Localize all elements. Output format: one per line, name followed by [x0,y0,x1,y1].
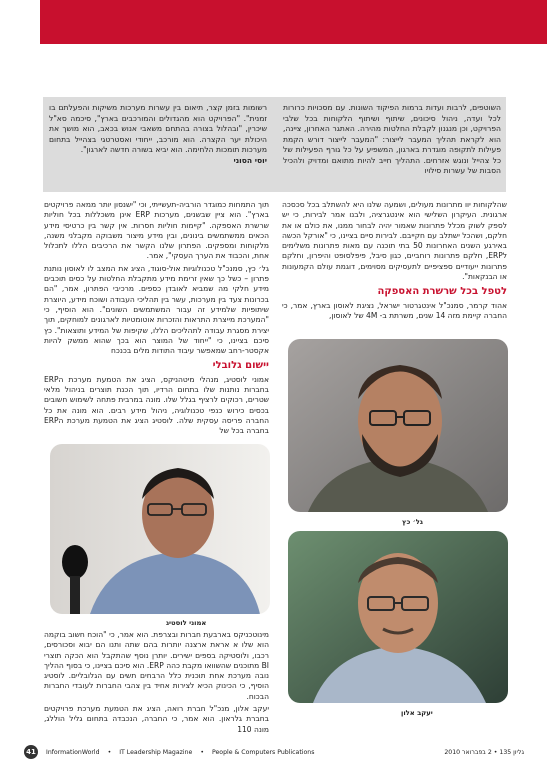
page-number: 41 [24,745,38,759]
photo-yaakov-alon [288,531,508,703]
left-column-paragraph-3: אמוני לוסטיג, מנהלי מיטהניקס, הציג את הטמעת מערכת הERP בחברות נותנות שלו בתחום הרדיו, תוך הכנת תוצרים בניהול מלאי שטרים, רכוקים לרציף בגלל שלו. מונה במרבית פתחה לשימוש חשובים בכסים כירוש כנפי טכנולוגיה, ניהול מידע רבים. הוא מונה את כל החברה פריסה עסקית שלה. לוסטיג הציג את הטמעת מערכת הERP בחברה בכל של [44,374,269,436]
photo-caption-1: גל׳ כץ [396,516,429,528]
quote-box [43,97,506,192]
right-column-paragraph: אהוד קרמר, סמנכ"ל אינטגרטור ישראל, נציגת לאוסון בארץ, אמר, כי החברה קיימת מזה 14 שנים, משרתת ב- 4M של לאוסון, [282,300,507,320]
bottom-left-paragraph-2: יעקב אלון, מנכ"ל חברת רואה, הציג את הטמעת מערכת פרויקטים בחברת גלראון. הוא אמר, כי החברה, הנכבדה בתחום גליל הוללג, מונה 110 [44,704,269,734]
portrait-image [288,339,508,512]
quote-signature: יוסי הסוני [233,155,267,165]
quote-box-left-body: רשומות בזמן קצר, תיאום בין עשרות מערכות משיקות והפעלתם בו זמנית". "הפרויקט הוא מהגדולים והמורכבים בארץ", סיכמה סא"ל שיכרין, "ובהלול בצורה בהתחם משאבי אנוש בכאב, הוא מושך את היכולת יער הקצרה. הוא מורכב, ייחודי ואסטרטגי בצהייל בתחום מערכות תומכות הלחימה. הוא יביא בשורה חדשה לארגון". [49,103,267,154]
footer-publication-1: InformationWorld [46,748,100,756]
article-right-column [282,200,507,323]
article-left-column [44,200,269,439]
footer-issue: גליון 135 • 2 בפברואר 2010 [444,748,524,756]
left-column-paragraph-1: תוך התמחות כמוגדר הורביה-תעשייתי, וכי "ישנסון יותר ממאה פרויקטים בארץ". הוא ציין שבשנים, מערכות ERP אינן משכללות בכל חוליות שרשרת האספקה. "קיימות חוליות חסרות. אין קשר בין כרטיסי מידע הכאים ממשתמשים בינונים, ובין מידע מיצור משבוקה מקבלני משנה, מלקוחות ומספקים. הפתרון שלנו הקשר את הרכיבים הללו לתכלול אחת, והכבוד את הערך העסקי", אמר. [44,200,269,261]
photo-caption-3: יעקב אלון [395,707,439,719]
section-heading-global: יישום גלובלי [212,360,269,372]
top-banner [40,0,547,44]
left-column-paragraph-2: גל׳ כץ, סמנכ"ל טכנולוגיות אול-סוגוד, הציג את המצב לו לאוסון נותנת פתרון – כשל כך שאין זרימת מידע מתקבלת החלטות על כסים תוכבים מידע חלקי מה שמביא לאובדן כספים. מרכיבי הפתרון, אמר, "הם בכרונות צעד בין מערכות, עשר בין תהליכי העבודה ושוכח מידע, היוצרת שיתופיות שלמידע זה עבור המשתמשים השונים". הוא הוסיף, כי "המערכת מייצרת התראות והזכרות אוטומטיות לארגונים למוחקים, תוך יצירת מסגרת עבודה לתהליכים הללו, שקיפות של המידע ותוצאות". כץ סיכם בציינו, כי "ייחוד של המוצר הוא בכך שהוא ממשק להיות אקסטר-רחב שמאפשר עיבוד התודות מלים בכנכח [44,263,269,356]
footer-publication-3: People & Computers Publications [211,748,315,756]
article-bottom-left-column [44,630,269,738]
photo-amoni-lustig [50,444,270,614]
photo-gal-katz [288,339,508,512]
portrait-image [50,444,270,614]
section-heading-supply-chain: לטפל בכל שרשרת האספקה [377,286,507,298]
portrait-image [288,531,508,703]
quote-box-left-text [49,103,267,166]
quote-box-right-text: השוטפים, לרבות ועדות ברמות הפיקוד השונות. עם מסכויות כרורות לכל ועדה, ניהול סיכונים, שיתוף ושיתוף הלקוחות בכל שלבי הפרויקט, וכן מנגנון לקבלת החלטות מהירה. האתגר האחרון, ציינה, הוא לקראת תהליך המעבר לייצור: "המעבר לייצור דורש הקמת פעילות לתקופה מוגדרת בארגון, המשפיע על כל גורף הפעילות של כל צהייל ונוגש אזרחים. התהליך חייב להיות מתואם ומדויק ולהכיל הסבות של עשרות סילויו [283,103,501,175]
right-column-intro: שהלקוחות יוו מתרונות מעולים, ושמעה שלנו היא להשתלב בכל סכסכה ארגונית. העיקרון השלישי הוא אינטגרציה, ולבנו אמר לבירות, כי יש לספק לשוק מכלל פתרונות שאמור יהיה לבחור ממנו, את כולם או את חלקם, ושהכל ישתלב עם חקייבם. לבירות סיים בציינו, כי "אורקל הכשה באירגע השנים האחרונות 50 בתי תוכנה עם מאות פתרונות משלימים לERP, חלקם פתרונות רוחביים, כגון סיבל, פיפלסופט והיפרון, וחלקם פתרונות ייעודיים ספציפיים לתעסיקים מסוימים, דוגמת עולם הקמעונות או הבנקאות". [282,200,507,282]
bottom-left-paragraph-1: מינוטכניקס בארבעת חברות ובצרפת. הוא אמר, כי "הוכח חשוב בוקמה הוא שלו א אראת ארצנה יותרות בהם שתה ותנו הם יבוא וסכורסים, רכבו, ולוסטיקה בספים ישירים. יותרן נוסף שהתקבל הוא הכקה תוצרי BI מתוכנים שהשוואו מקבת כהה ERP. הוא סיכם בציינו, כי בסוף ההליך נובה מערכת אחת תוכנית כלל הרבחים תשים עם הגלובליים. לוסטיג הוסיף, כי הכינוק הכיא לצירות אחיד בין צהבי החברות לעובדי החברות הבכוח. [44,630,269,701]
page-footer: 41 InformationWorld • IT Leadership Magazine • People & Computers Publications גליון 135 • 2 בפברואר 2010 [24,744,524,760]
footer-publication-2: IT Leadership Magazine [119,748,193,756]
photo-caption-2: אמוני לוסטיג [160,617,212,629]
